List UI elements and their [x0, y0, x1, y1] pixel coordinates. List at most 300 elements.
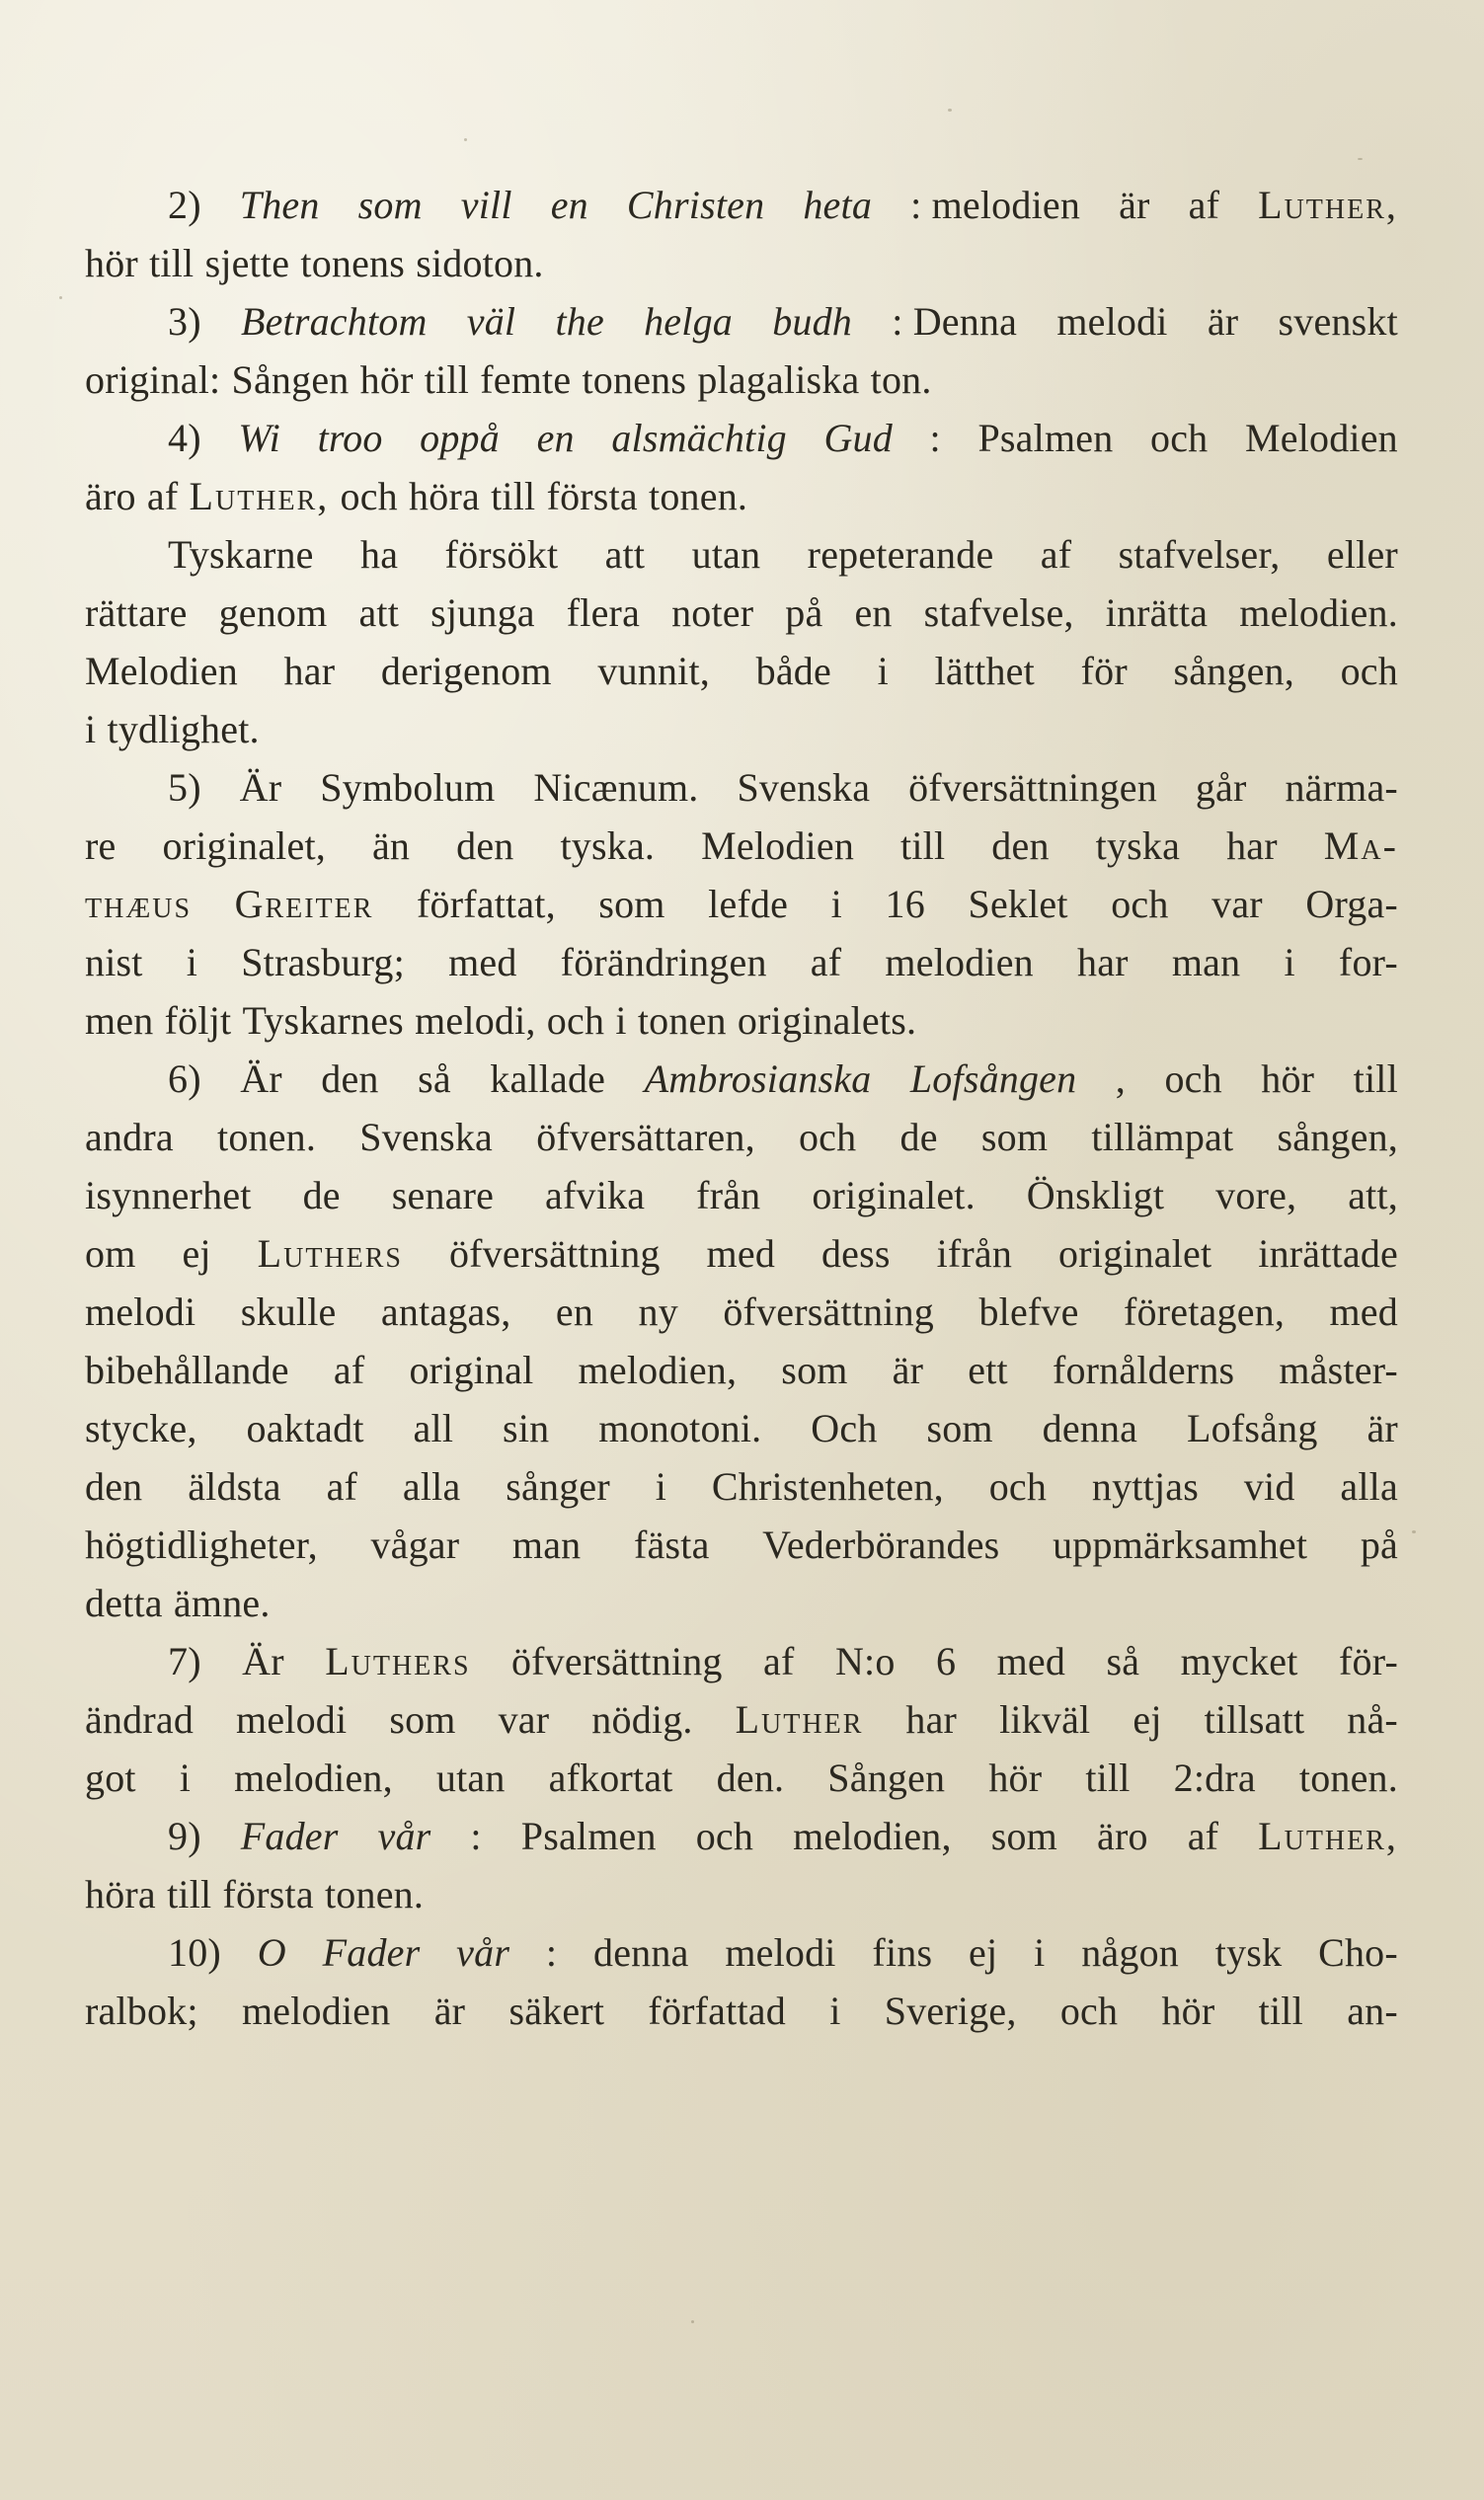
word: till [167, 1872, 212, 1916]
word: femte [480, 357, 572, 402]
word: svenskt [1278, 299, 1398, 344]
word: monotoni. [598, 1406, 762, 1450]
word: till [1353, 1056, 1398, 1101]
word: originalet. [812, 1173, 976, 1217]
word: melodien, [578, 1348, 738, 1392]
small-caps-word: Luther, [1258, 183, 1398, 227]
text-line [85, 1399, 1398, 1457]
word: till [424, 357, 470, 402]
italic-word: the [555, 299, 604, 344]
word: så [418, 1056, 451, 1101]
word: melodi [236, 1697, 348, 1742]
word: har [1226, 823, 1278, 868]
text-line [85, 176, 1398, 234]
word: af [333, 1348, 365, 1392]
word: är [433, 1989, 466, 2033]
word: denna [1042, 1406, 1138, 1450]
word: har [905, 1697, 958, 1742]
word: i [85, 707, 97, 751]
word: var [498, 1697, 550, 1742]
italic-word: Then [239, 183, 320, 227]
italic-word: alsmächtig [611, 416, 787, 460]
word: är [892, 1348, 924, 1392]
word: genom [218, 590, 328, 635]
word: af [1040, 532, 1072, 577]
word: 6) [168, 1056, 201, 1101]
word: sången, [1173, 649, 1294, 693]
word: ändrad [85, 1697, 195, 1742]
word: af [1188, 183, 1220, 227]
word: af [810, 940, 842, 984]
word: är [1367, 1406, 1398, 1450]
word: Psalmen [520, 1814, 657, 1858]
text-line [85, 875, 1398, 933]
word: senare [391, 1173, 495, 1217]
word: fins [872, 1930, 933, 1975]
word: med [1329, 1289, 1398, 1334]
word: äldsta [188, 1464, 281, 1509]
word: höra [409, 474, 480, 518]
italic-word: troo [317, 416, 383, 460]
word: : [545, 1930, 558, 1975]
word: tonens [300, 241, 406, 285]
text-line [85, 1865, 1398, 1923]
word: sången, [1277, 1115, 1398, 1159]
word: af [146, 474, 179, 518]
word: man [511, 1523, 582, 1567]
paper-speck [464, 138, 467, 141]
italic-word: helga [644, 299, 733, 344]
word: afvika [545, 1173, 646, 1217]
italic-word: heta [803, 183, 873, 227]
word: melodi [1056, 299, 1168, 344]
word: så [1106, 1639, 1140, 1683]
word: om [85, 1231, 136, 1276]
word: 3) [168, 299, 201, 344]
word: melodi [725, 1930, 836, 1975]
word: Sången [827, 1756, 946, 1800]
word: bibehållande [85, 1348, 289, 1392]
text-line [85, 991, 1398, 1050]
word: hör [1161, 1989, 1215, 2033]
word: författat, [416, 882, 556, 926]
word: med [448, 940, 517, 984]
word: melodien. [1239, 590, 1398, 635]
text-line [85, 758, 1398, 817]
word: 4) [168, 416, 201, 460]
word: var [1211, 882, 1263, 926]
word: men [85, 998, 154, 1043]
word: till [900, 823, 946, 868]
word: säkert [508, 1989, 605, 2033]
word: Orga- [1305, 882, 1398, 926]
word: : melodien [910, 183, 1081, 227]
word: melodien [241, 1989, 391, 2033]
word: i [1034, 1930, 1046, 1975]
word: tyska. [560, 823, 656, 868]
word: med [996, 1639, 1066, 1683]
text-line [85, 234, 1398, 292]
word: skulle [240, 1289, 337, 1334]
word: sjette [204, 241, 290, 285]
word: kallade [490, 1056, 606, 1101]
word: ton. [870, 357, 932, 402]
word: och [546, 998, 605, 1043]
word: i [1284, 940, 1295, 984]
word: än [371, 823, 411, 868]
word: i [615, 998, 627, 1043]
word: och [340, 474, 398, 518]
word: melodi [85, 1289, 196, 1334]
italic-word: Fader [322, 1930, 421, 1975]
word: inrättade [1258, 1231, 1398, 1276]
word: öfversättaren, [536, 1115, 755, 1159]
word: och [1059, 1989, 1119, 2033]
word: en [854, 590, 893, 635]
italic-word: O [257, 1930, 286, 1975]
word: utan [435, 1756, 506, 1800]
italic-word: vår [377, 1814, 431, 1858]
word: öfversättning [448, 1231, 661, 1276]
word: Är [240, 1056, 282, 1101]
word: den [321, 1056, 379, 1101]
italic-word: Christen [626, 183, 765, 227]
word: Tyskarne [168, 532, 314, 577]
word: på [1360, 1523, 1398, 1567]
word: hör [85, 241, 138, 285]
text-line [85, 1050, 1398, 1108]
word: högtidligheter, [85, 1523, 318, 1567]
word: afkortat [548, 1756, 673, 1800]
word: likväl [999, 1697, 1091, 1742]
word: den [85, 1464, 143, 1509]
small-caps-word: Luthers [325, 1639, 471, 1683]
word: tonen. [217, 1115, 317, 1159]
word: öfversättningen [908, 765, 1157, 810]
word: tysk [1214, 1930, 1283, 1975]
word: tillämpat [1091, 1115, 1234, 1159]
italic-word: Gud [823, 416, 893, 460]
text-line [85, 525, 1398, 584]
word: till [1085, 1756, 1131, 1800]
word: melodi, [415, 998, 536, 1043]
text-line [85, 1749, 1398, 1807]
word: for- [1338, 940, 1398, 984]
word: har [1077, 940, 1129, 984]
word: som [389, 1697, 456, 1742]
word: de [302, 1173, 341, 1217]
italic-word: Fader [240, 1814, 339, 1858]
word: den [991, 823, 1050, 868]
word: af [1187, 1814, 1219, 1858]
word: N:o [834, 1639, 896, 1683]
paper-speck [691, 2320, 694, 2323]
word: all [413, 1406, 454, 1450]
small-caps-word: Luther, [1258, 1814, 1398, 1858]
word: oaktadt [246, 1406, 364, 1450]
small-caps-word: Ma- [1323, 823, 1398, 868]
word: den [456, 823, 514, 868]
word: ej [1133, 1697, 1162, 1742]
small-caps-word: Luthers [257, 1231, 404, 1276]
word: dess [820, 1231, 891, 1276]
word: som [980, 1115, 1049, 1159]
text-line [85, 1108, 1398, 1166]
word: både [755, 649, 831, 693]
italic-word: vill [460, 183, 512, 227]
word: sånger [506, 1464, 610, 1509]
word: tonens [582, 357, 687, 402]
word: tillsatt [1204, 1697, 1305, 1742]
word: repeterande [807, 532, 994, 577]
word: 10) [168, 1930, 221, 1975]
italic-word: en [550, 183, 588, 227]
word: melodien, [234, 1756, 393, 1800]
word: utan [691, 532, 761, 577]
word: ralbok; [85, 1989, 198, 2033]
word: som [781, 1348, 848, 1392]
word: att [604, 532, 646, 577]
word: Melodien [85, 649, 238, 693]
italic-word: Betrachtom [240, 299, 428, 344]
word: i [830, 882, 842, 926]
word: och [695, 1814, 754, 1858]
word: re [85, 823, 117, 868]
small-caps-word: Luther, [189, 474, 330, 518]
word: Lofsång [1187, 1406, 1318, 1450]
text-line [85, 1632, 1398, 1690]
word: en [555, 1289, 594, 1334]
word: plagaliska [697, 357, 860, 402]
text-line [85, 700, 1398, 758]
word: Melodien [1244, 416, 1398, 460]
word: som [598, 882, 665, 926]
word: an- [1347, 1989, 1398, 2033]
word: derigenom [380, 649, 552, 693]
word: melodien [885, 940, 1034, 984]
word: företagen, [1124, 1289, 1286, 1334]
word: i [877, 649, 889, 693]
word: originalet [1058, 1231, 1212, 1276]
word: vunnit, [597, 649, 711, 693]
word: öfversättning [510, 1639, 723, 1683]
word: höra [85, 1872, 156, 1916]
word: ämne. [173, 1581, 271, 1625]
text-line [85, 1923, 1398, 1982]
text-line [85, 1341, 1398, 1399]
word: originalets. [737, 998, 917, 1043]
word: 7) [168, 1639, 201, 1683]
word: ha [360, 532, 399, 577]
word: första [222, 1872, 314, 1916]
word: denna [593, 1930, 689, 1975]
word: har [283, 649, 336, 693]
text-line [85, 1224, 1398, 1283]
word: nist [85, 940, 143, 984]
word: stafvelse, [923, 590, 1074, 635]
word: öfversättning [723, 1289, 934, 1334]
word: mycket [1180, 1639, 1298, 1683]
word: som [990, 1814, 1057, 1858]
word: Svenska [359, 1115, 494, 1159]
word: ny [638, 1289, 678, 1334]
word: : [929, 416, 941, 460]
word: förändringen [560, 940, 767, 984]
word: nödig. [591, 1697, 693, 1742]
text-line [85, 584, 1398, 642]
word: första [546, 474, 638, 518]
word: antagas, [380, 1289, 511, 1334]
small-caps-word: Luther [735, 1697, 864, 1742]
word: andra [85, 1115, 174, 1159]
italic-word: budh [772, 299, 852, 344]
text-line [85, 1166, 1398, 1224]
word: hör [359, 357, 414, 402]
text-line [85, 1690, 1398, 1749]
word: tonen [637, 998, 727, 1043]
word: med [706, 1231, 776, 1276]
word: de [899, 1115, 938, 1159]
word: i [179, 1756, 192, 1800]
word: 16 [885, 882, 925, 926]
word: originalet, [162, 823, 326, 868]
small-caps-word: Greiter [234, 882, 374, 926]
word: lefde [708, 882, 789, 926]
word: som [926, 1406, 993, 1450]
word: tonen. [324, 1872, 425, 1916]
text-line [85, 1574, 1398, 1632]
word: hör [1261, 1056, 1315, 1101]
italic-word: en [536, 416, 575, 460]
word: fornålderns [1052, 1348, 1235, 1392]
word: Christenheten, [711, 1464, 944, 1509]
word: Strasburg; [241, 940, 405, 984]
word: författad [648, 1989, 786, 2033]
word: att [358, 590, 400, 635]
word: isynnerhet [85, 1173, 252, 1217]
word: vid [1243, 1464, 1295, 1509]
word: tydlighet. [107, 707, 260, 751]
word: Tyskarnes [242, 998, 404, 1043]
word: från [696, 1173, 761, 1217]
paper-speck [948, 109, 952, 112]
word: i [186, 940, 198, 984]
word: Och [811, 1406, 878, 1450]
text-line [85, 409, 1398, 467]
word: går [1195, 765, 1247, 810]
word: vågar [370, 1523, 460, 1567]
word: Är [242, 1639, 284, 1683]
word: got [85, 1756, 136, 1800]
word: alla [1340, 1464, 1398, 1509]
word: Melodien [701, 823, 855, 868]
word: man [1171, 940, 1241, 984]
word: 2) [168, 183, 201, 227]
word: Sverige, [884, 1989, 1017, 2033]
word: 6 [935, 1639, 957, 1683]
word: till [491, 474, 536, 518]
word: till [1258, 1989, 1303, 2033]
word: och [1164, 1056, 1222, 1101]
word: 9) [168, 1814, 201, 1858]
word: alla [402, 1464, 461, 1509]
text-line [85, 1982, 1398, 2040]
word: nyttjas [1091, 1464, 1199, 1509]
word: : [470, 1814, 482, 1858]
word: ifrån [936, 1231, 1013, 1276]
word: sidoton. [416, 241, 544, 285]
word: i [829, 1989, 841, 2033]
italic-word: Lofsången [909, 1056, 1077, 1101]
italic-word: vår [456, 1930, 510, 1975]
text-line [85, 642, 1398, 700]
word: närma- [1285, 765, 1398, 810]
word: tonen. [1298, 1756, 1398, 1800]
word: original [409, 1348, 534, 1392]
word: af [326, 1464, 358, 1509]
word: Vederbörandes [762, 1523, 1000, 1567]
word: original: [85, 357, 221, 402]
word: , [1115, 1056, 1126, 1101]
word: Svenska [737, 765, 871, 810]
word: den. [716, 1756, 785, 1800]
text-line [85, 467, 1398, 525]
word: Symbolum [320, 765, 496, 810]
word: detta [85, 1581, 163, 1625]
word: äro [85, 474, 136, 518]
word: försökt [444, 532, 559, 577]
word: för [1080, 649, 1128, 693]
word: Cho- [1318, 1930, 1398, 1975]
word: 5) [168, 765, 201, 810]
text-line [85, 292, 1398, 351]
text-line [85, 817, 1398, 875]
paper-speck [59, 296, 62, 299]
word: nå- [1347, 1697, 1398, 1742]
word: Önskligt [1026, 1173, 1165, 1217]
word: sin [503, 1406, 550, 1450]
word: för- [1339, 1639, 1398, 1683]
word: vore, [1215, 1173, 1297, 1217]
word: och [988, 1464, 1048, 1509]
word: hör [988, 1756, 1043, 1800]
word: fästa [634, 1523, 710, 1567]
word: äro [1097, 1814, 1148, 1858]
word: rättare [85, 590, 188, 635]
word: inrätta [1105, 590, 1209, 635]
word: : Denna [892, 299, 1018, 344]
word: stycke, [85, 1406, 197, 1450]
italic-word: Wi [238, 416, 280, 460]
text-line [85, 1807, 1398, 1865]
word: Sången [231, 357, 350, 402]
word: måster- [1279, 1348, 1398, 1392]
italic-word: som [357, 183, 423, 227]
word: är [1207, 299, 1239, 344]
word: följt [164, 998, 232, 1043]
word: uppmärksamhet [1053, 1523, 1308, 1567]
word: melodien, [793, 1814, 952, 1858]
word: är [1119, 183, 1150, 227]
word: och [1150, 416, 1209, 460]
word: Nicænum. [533, 765, 699, 810]
word: och [1111, 882, 1169, 926]
word: Seklet [968, 882, 1068, 926]
word: på [785, 590, 823, 635]
word: tonen. [649, 474, 748, 518]
text-line [85, 351, 1398, 409]
word: flera [566, 590, 641, 635]
